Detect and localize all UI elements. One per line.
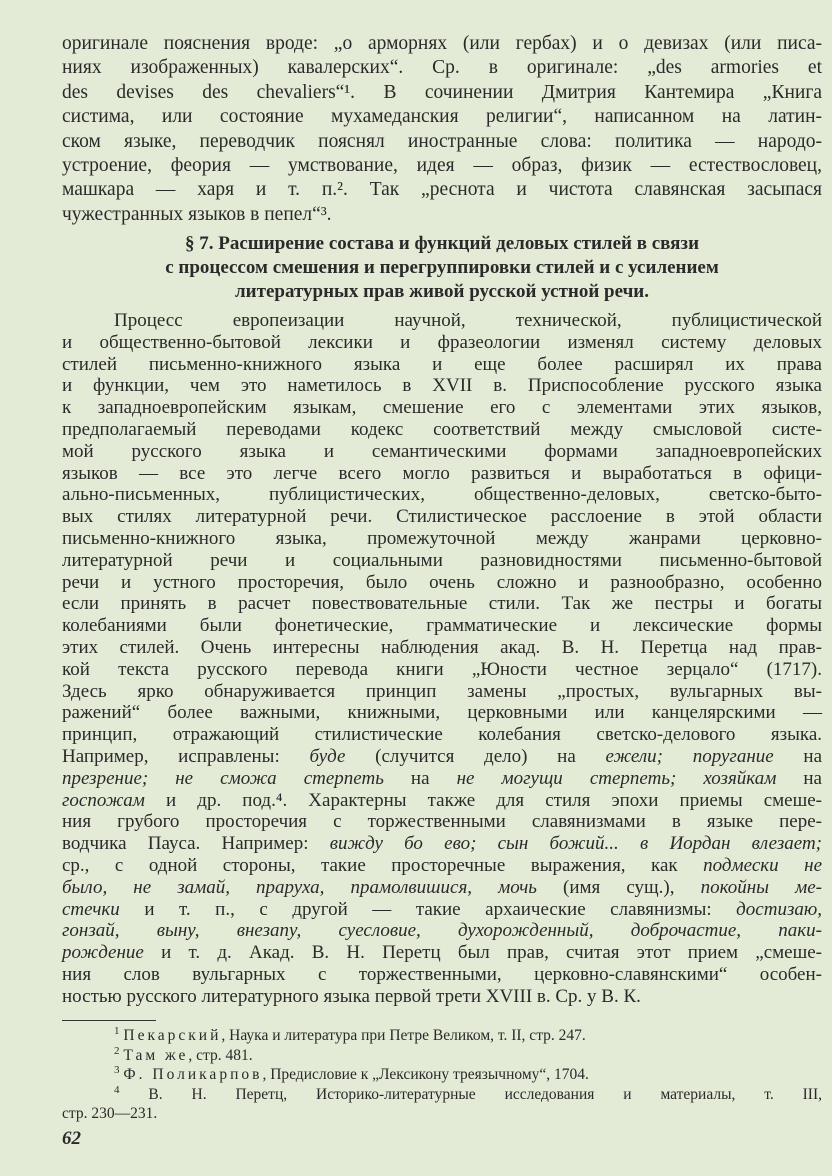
text-run: ражений“ более важными, книжными, церковными или канцелярскими — (62, 702, 822, 724)
text-run: стилей письменно-книжного языка и еще более расширял их права (62, 353, 822, 375)
text-run: систима, или состояние мухамеданския религии“, написанном на латин- (62, 106, 822, 128)
text-run: и т. д. Акад. В. Н. Перетц был прав, считая этот прием „смеше- (143, 942, 822, 964)
text-line (62, 310, 822, 332)
italic-text: стечки (62, 898, 120, 920)
footnote-text: , стр. 481. (188, 1046, 253, 1064)
footnote-number: 3 (114, 1063, 120, 1076)
text-line (62, 354, 822, 376)
text-line (62, 790, 822, 812)
text-run: письменно-книжного языка, промежуточной между жанрами церковно- (62, 527, 822, 549)
text-line (62, 419, 822, 441)
italic-text: гонзай, выну, внезапу, суесловие, духорожденный, доброчастие, паки- (62, 920, 822, 942)
body-paragraph (62, 310, 822, 1008)
text-line (62, 724, 822, 746)
text-run: принцип, отражающий стилистические колебания светско-делового языка. (62, 724, 822, 746)
footnote-4 (62, 1085, 822, 1105)
text-run: литературной речи и социальными разновидностями письменно-бытовой (62, 549, 822, 571)
text-run: des devises des chevaliers“¹. В сочинении Дмитрия Кантемира „Книга (62, 81, 822, 103)
text-run: на (776, 767, 822, 789)
footnote-text: , Наука и литература при Петре Великом, т. II, стр. 247. (221, 1027, 586, 1044)
text-run: предполагаемый переводами кодекс соответствий между смысловой систе- (62, 418, 822, 440)
italic-text: презрение; не сможа стерпеть (62, 767, 384, 789)
text-run: ниях изображенных) кавалерских“. Ср. в оригинале: „des armories et (62, 57, 822, 79)
text-line (62, 702, 822, 724)
text-run: ния слов вульгарных с торжественными, церковно-славянскими“ особен- (62, 963, 822, 985)
text-run: Например, исправлены: (62, 745, 310, 767)
text-line (62, 375, 822, 397)
text-run: на (383, 767, 457, 789)
text-line (62, 32, 822, 56)
heading-line: с процессом смешения и перегруппировки стилей и с усилением (165, 257, 719, 278)
text-line (62, 920, 822, 942)
italic-text: буде (309, 745, 346, 767)
text-line (62, 56, 822, 80)
text-run: (случится дело) на (345, 745, 606, 767)
text-run: оригинале пояснения вроде: „о арморнях (или гербах) и о девизах (или писа- (62, 33, 822, 54)
italic-text: госпожам (62, 789, 145, 811)
text-line (62, 528, 822, 550)
paragraph-continued (62, 32, 822, 227)
text-line (62, 833, 822, 855)
italic-text: достизаю, (736, 898, 822, 920)
text-run: этих стилей. Очень интересны наблюдения акад. В. Н. Перетца над прав- (62, 636, 822, 658)
italic-text: вижду бо ево; сын божий... в Иордан влезает; (329, 833, 822, 855)
text-line (62, 397, 822, 419)
italic-text: подмески не (703, 854, 822, 876)
text-run: ском языке, переводчик пояснял иностранные слова: политика — народо- (62, 130, 822, 152)
text-line (62, 484, 822, 506)
text-run: водчика Пауса. Например: (62, 833, 330, 855)
page-number: 62 (62, 1128, 81, 1149)
text-run: ально-письменных, публицистических, общественно-деловых, светско-быто- (62, 484, 822, 506)
text-run: колебаниями были фонетические, грамматические и лексические формы (62, 615, 822, 637)
text-line (62, 463, 822, 485)
text-run: (имя сущ.), (536, 876, 701, 898)
text-run: мой русского языка и семантическими формами западноевропейских (62, 440, 822, 462)
footnote-author: Там же (123, 1046, 189, 1064)
footnote-3 (62, 1065, 822, 1085)
text-run: устроение, феория — умствование, идея — образ, физик — естествословец, (62, 154, 822, 176)
text-run (663, 746, 693, 767)
italic-text: ежели; (605, 745, 663, 767)
text-run: чужестранных языков в пепел“³. (62, 203, 332, 225)
text-line (62, 81, 822, 105)
italic-text: покойны ме- (700, 876, 822, 898)
text-line (62, 637, 822, 659)
text-run: и т. п., с другой — такие архаические славянизмы: (119, 898, 737, 920)
text-line (62, 659, 822, 681)
text-run: на (773, 745, 823, 767)
italic-text: поругание (692, 745, 774, 767)
text-run: если принять в расчет повествовательные стили. Так же пестры и богаты (62, 593, 822, 615)
text-run: и общественно-бытовой лексики и фразеологии изменял систему деловых (62, 331, 822, 353)
footnote-text: , Предисловие к „Лексикону треязычному“, 1704. (262, 1066, 589, 1083)
text-run: ср., с одной стороны, такие просторечные выражения, как (62, 854, 704, 876)
text-line (62, 441, 822, 463)
text-run: и др. под.⁴. Характерны также для стиля эпохи приемы смеше- (144, 789, 822, 811)
text-line (62, 203, 822, 227)
footnotes (62, 1026, 822, 1124)
text-run: и функции, чем это наметилось в XVII в. Приспособление русского языка (62, 375, 822, 397)
footnote-number: 2 (114, 1044, 120, 1057)
text-run: Процесс европеизации научной, технической, публицистической (114, 310, 822, 331)
text-line (62, 899, 822, 921)
text-run: к западноевропейским языкам, смешение его с элементами этих языков, (62, 397, 822, 419)
text-line (62, 964, 822, 986)
section-heading (62, 232, 822, 304)
text-line (62, 154, 822, 178)
text-run: речи и устного просторечия, было очень сложно и разнообразно, особенно (62, 571, 822, 593)
footnote-text: В. Н. Перетц, Историко-литературные исследования и материалы, т. III, (148, 1085, 823, 1103)
text-line (62, 681, 822, 703)
text-run: ния грубого просторечия с торжественными славянизмами в языке пере- (62, 811, 822, 833)
footnote-author: Пекарский (123, 1027, 222, 1044)
heading-line: § 7. Расширение состава и функций деловых стилей в связи (184, 233, 700, 254)
text-run: ностью русского литературного языка первой трети XVIII в. Ср. у В. К. (62, 985, 641, 1007)
italic-text: было, не замай, праруха, прамолвишися, мочь (62, 876, 537, 898)
text-line (62, 746, 822, 768)
text-line (62, 178, 822, 202)
text-line (62, 506, 822, 528)
footnote-4-continued: стр. 230—231. (62, 1105, 158, 1122)
text-run: вых стилях литературной речи. Стилистическое расслоение в этой области (62, 506, 822, 528)
footnote-author: Ф. Поликарпов (123, 1066, 263, 1083)
heading-line: литературных прав живой русской устной речи. (235, 281, 649, 302)
footnote-1 (62, 1026, 822, 1046)
footnote-divider (62, 1020, 156, 1021)
text-run: языков — все это легче всего могло развиться и выработаться в офици- (62, 462, 822, 484)
text-line (62, 550, 822, 572)
italic-text: рождение (62, 942, 144, 964)
text-line (62, 572, 822, 594)
text-line (62, 593, 822, 615)
text-line (62, 855, 822, 877)
text-line (62, 130, 822, 154)
text-line (62, 105, 822, 129)
italic-text: не могущи стерпеть; хозяйкам (456, 767, 777, 789)
text-run: кой текста русского перевода книги „Юности честное зерцало“ (1717). (62, 658, 822, 680)
text-line (62, 332, 822, 354)
text-line (62, 986, 822, 1008)
footnote-number: 4 (114, 1083, 120, 1096)
footnote-2 (62, 1046, 822, 1066)
text-line (62, 877, 822, 899)
footnote-number: 1 (114, 1024, 120, 1037)
text-line (62, 942, 822, 964)
text-run: машкара — харя и т. п.². Так „реснота и чистота славянская засыпася (62, 179, 822, 201)
text-line (62, 615, 822, 637)
text-line (62, 768, 822, 790)
text-line (62, 811, 822, 833)
text-run: Здесь ярко обнаруживается принцип замены „простых, вульгарных вы- (62, 680, 822, 702)
